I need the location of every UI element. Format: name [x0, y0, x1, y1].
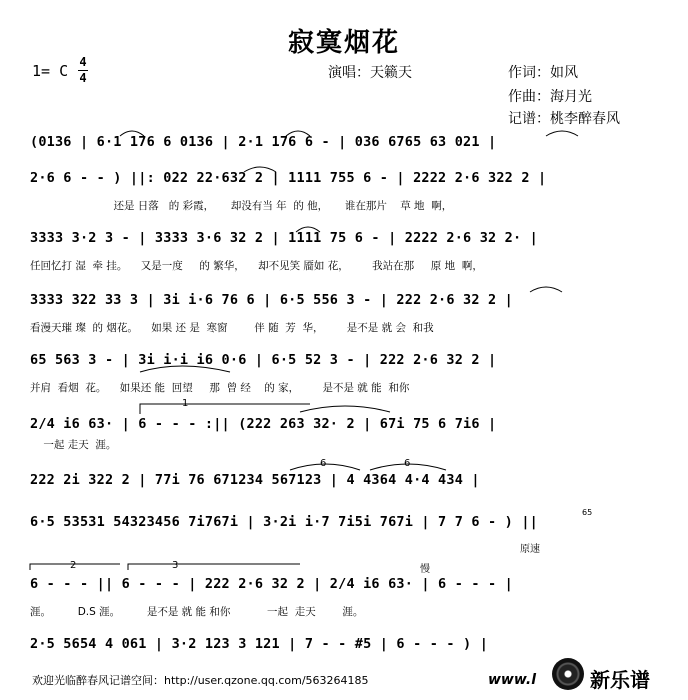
meter-top: 4: [79, 55, 87, 69]
notation-row: 2/4 i6 63· | 6 - - - :|| (222 263 32· 2 | 67i 75 6 7i6 |: [30, 416, 497, 432]
notation-row: 3333 3·2 3 - | 3333 3·6 32 2 | 1111 75 6 - | 2222 2·6 32 2· |: [30, 230, 538, 246]
tuplet-bracket: [290, 464, 360, 470]
footer-note: 欢迎光临醉春风记谱空间：http://user.qzone.qq.com/563264185: [32, 674, 369, 687]
slur-mark: [296, 227, 320, 232]
composer-credit: 作曲：海月光: [508, 89, 592, 105]
notation-row: (0136 | 6·1 176 6 0136 | 2·1 176 6 - | 036 6765 63 021 |: [30, 134, 497, 150]
notation-row: 6 - - - || 6 - - - | 222 2·6 32 2 | 2/4 i6 63· | 6 - - - |: [30, 576, 514, 592]
tempo-original-mark: 原速: [520, 544, 540, 555]
tempo-slow-mark: 慢: [420, 564, 430, 575]
lyric-line: 任回忆打 湿 牵 挂。 又是一度 的 繁华， 却不见笑 靥如 花， 我站在那 原 地 啊，: [30, 260, 483, 272]
notation-row: 6·5 53531 54323456 7i767i | 3·2i i·7 7i5i 767i | 7 7 6 - ) ||: [30, 514, 538, 530]
volta-bracket: [140, 404, 310, 414]
lyric-line: 一起 走天 涯。: [30, 439, 117, 451]
slur-mark: [140, 366, 230, 372]
slur-mark: [546, 131, 578, 136]
watermark-brand: 新乐谱: [590, 668, 650, 692]
notation-row: 65 563 3 - | 3i i·i i6 0·6 | 6·5 52 3 - | 222 2·6 32 2 |: [30, 352, 497, 368]
song-title: 寂寞烟花: [287, 28, 400, 58]
lyricist-credit: 作词：如风: [508, 65, 578, 81]
grace-note-mark: 65: [582, 508, 593, 517]
notation-row: 3333 322 33 3 | 3i i·6 76 6 | 6·5 556 3 - | 222 2·6 32 2 |: [30, 292, 514, 308]
transcriber-credit: 记谱：桃李醉春风: [508, 111, 620, 127]
lyric-line: 并肩 看烟 花。 如果还 能 回望 那 曾 经 的 家， 是不是 就 能 和你: [30, 382, 410, 394]
key-signature: 1= C: [32, 62, 69, 80]
volta-2-label: 2: [70, 560, 77, 571]
slur-mark: [286, 131, 310, 136]
notation-row: 2·6 6 - - ) ||: 022 22·632 2 | 1111 755 6 - | 2222 2·6 322 2 |: [30, 170, 547, 186]
notation-row: 222 2i 322 2 | 77i 76 671234 567123 | 4 4364 4·4 434 |: [30, 472, 480, 488]
watermark-url: www.l: [488, 672, 537, 688]
notation-row: 2·5 5654 4 061 | 3·2 123 3 121 | 7 - - #5 | 6 - - - ) |: [30, 636, 489, 652]
singer-credit: 演唱：天籁天: [328, 65, 412, 81]
record-disc-icon: [552, 658, 584, 690]
volta-bracket: [30, 564, 120, 570]
tuplet-mark: 6: [404, 458, 411, 469]
volta-1-label: 1: [182, 398, 189, 409]
volta-3-label: 3: [172, 560, 179, 571]
volta-bracket: [128, 564, 300, 570]
meter-bottom: 4: [79, 71, 87, 85]
tuplet-bracket: [370, 464, 446, 470]
slur-mark: [530, 287, 562, 292]
lyric-line: 看漫天璀 璨 的 烟花。 如果 还 是 寒窗 伴 随 芳 华， 是不是 就 会 和我: [30, 322, 434, 334]
slur-mark: [120, 131, 144, 136]
tuplet-mark: 6: [320, 458, 327, 469]
lyric-line: 涯。 D.S 涯。 是不是 就 能 和你 一起 走天 涯。: [30, 606, 364, 618]
slur-mark: [300, 406, 390, 412]
lyric-line: 还是 日落 的 彩霞， 却没有当 年 的 他， 谁在那片 草 地 啊，: [30, 200, 453, 212]
slur-mark: [244, 167, 276, 172]
